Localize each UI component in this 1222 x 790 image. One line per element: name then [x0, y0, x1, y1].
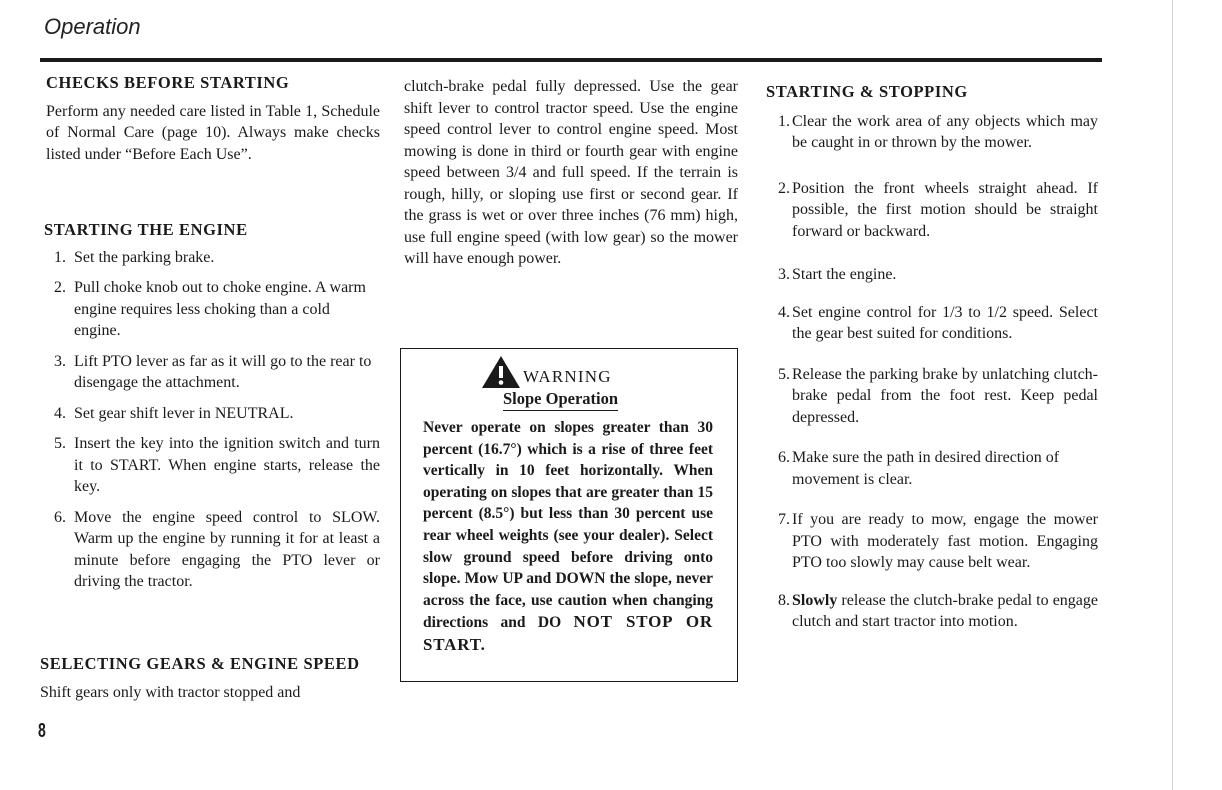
step-number: 2.	[54, 279, 66, 296]
selecting-body: Shift gears only with tractor stopped and	[40, 683, 301, 701]
section-title: Operation	[44, 14, 141, 39]
step-emphasis: Slowly	[792, 591, 838, 609]
warning-triangle-icon	[481, 355, 521, 389]
list-item	[44, 247, 380, 269]
list-item	[44, 351, 380, 394]
step-text: Set the parking brake.	[74, 248, 215, 266]
step-number: 7.	[778, 511, 790, 528]
warning-box	[400, 348, 738, 682]
checks-body: Perform any needed care listed in Table 1, Schedule of Normal Care (page 10). Always make checks listed under “Before Each Use”.	[46, 102, 380, 163]
step-number: 4.	[778, 303, 790, 321]
step-text: release the clutch-brake pedal to engage clutch and start tractor into motion.	[792, 591, 1098, 630]
checks-heading: CHECKS BEFORE STARTING	[46, 73, 290, 92]
warning-body	[423, 417, 713, 657]
list-item	[766, 364, 1098, 429]
step-text: Insert the key into the ignition switch and turn it to START. When engine starts, release the key.	[74, 435, 380, 495]
step-number: 1.	[54, 248, 66, 266]
list-item	[766, 264, 1098, 286]
header-rule	[40, 58, 1102, 62]
step-text: Move the engine speed control to SLOW. Warm up the engine by running it for at least a minute before engaging the PTO lever or driving the tractor.	[74, 508, 380, 590]
step-text: Lift PTO lever as far as it will go to the rear to disengage the attachment.	[74, 352, 372, 391]
list-item	[766, 509, 1098, 574]
step-text: Start the engine.	[792, 266, 897, 283]
gear-speed-continued	[404, 76, 738, 270]
step-text: Pull choke knob out to choke engine. A warm engine requires less choking than a cold engine.	[74, 279, 366, 339]
list-item	[44, 403, 380, 425]
list-item	[766, 447, 1098, 490]
warning-subtitle: Slope Operation	[503, 389, 618, 411]
warning-text: Never operate on slopes greater than 30 percent (16.7°) which is a rise of three feet vertically in 10 feet horizontally. When operating on slopes that are greater than 15 percent (8.5°) but less than 30 percent use rear wheel weights (see your dealer). Select slow ground speed before driving onto slope. Mow UP and DOWN the slope, never across the face, use caution when changing directions and DO	[423, 419, 713, 632]
starting-stopping-section	[766, 81, 1098, 633]
checks-section	[46, 72, 380, 165]
step-number: 5.	[54, 435, 66, 452]
list-item	[766, 590, 1098, 633]
list-item	[44, 277, 380, 342]
list-item	[766, 178, 1098, 243]
warning-header	[481, 355, 612, 389]
selecting-gears-section	[40, 653, 380, 703]
starting-engine-section	[44, 219, 380, 593]
step-number: 6.	[54, 508, 66, 526]
step-text: Position the front wheels straight ahead. If possible, the first motion should be straight forward or backward.	[792, 179, 1098, 240]
warning-title: WARNING	[523, 367, 612, 386]
step-number: 2.	[778, 179, 790, 197]
step-number: 3.	[778, 266, 790, 283]
warning-final-text: NOT STOP OR START.	[423, 612, 713, 654]
selecting-heading: SELECTING GEARS & ENGINE SPEED	[40, 654, 360, 673]
step-text: Release the parking brake by unlatching clutch-brake pedal from the foot rest. Keep pedal depressed.	[792, 365, 1098, 426]
list-item	[44, 507, 380, 593]
list-item	[766, 302, 1098, 345]
starting-stopping-heading: STARTING & STOPPING	[766, 82, 968, 101]
step-text: Make sure the path in desired direction of movement is clear.	[792, 449, 1060, 488]
step-number: 1.	[778, 112, 790, 130]
continued-paragraph: clutch-brake pedal fully depressed. Use the gear shift lever to control tractor speed. Use the engine speed control lever to control engine speed. Most mowing is done in third or fourth gear with engine speed between 3/4 and full speed. If the terrain is rough, hilly, or sloping use first or second gear. If the grass is wet or over three inches (76 mm) high, use full engine speed (with low gear) so the mower will have enough power.	[404, 78, 738, 267]
starting-engine-heading: STARTING THE ENGINE	[44, 220, 248, 239]
step-number: 4.	[54, 404, 66, 422]
list-item	[766, 111, 1098, 154]
step-text: Set gear shift lever in NEUTRAL.	[74, 404, 294, 422]
step-number: 5.	[778, 365, 790, 383]
step-number: 6.	[778, 449, 790, 466]
step-text: Set engine control for 1/3 to 1/2 speed. Select the gear best suited for conditions.	[792, 303, 1098, 342]
step-text: If you are ready to mow, engage the mower PTO with moderately fast motion. Engaging PTO too slowly may cause belt wear.	[792, 511, 1098, 571]
page-number: 8	[38, 720, 46, 742]
step-text: Clear the work area of any objects which may be caught in or thrown by the mower.	[792, 112, 1098, 151]
list-item	[44, 433, 380, 498]
step-number: 3.	[54, 352, 66, 370]
step-number: 8.	[778, 591, 790, 609]
page-edge-line	[1172, 0, 1173, 790]
